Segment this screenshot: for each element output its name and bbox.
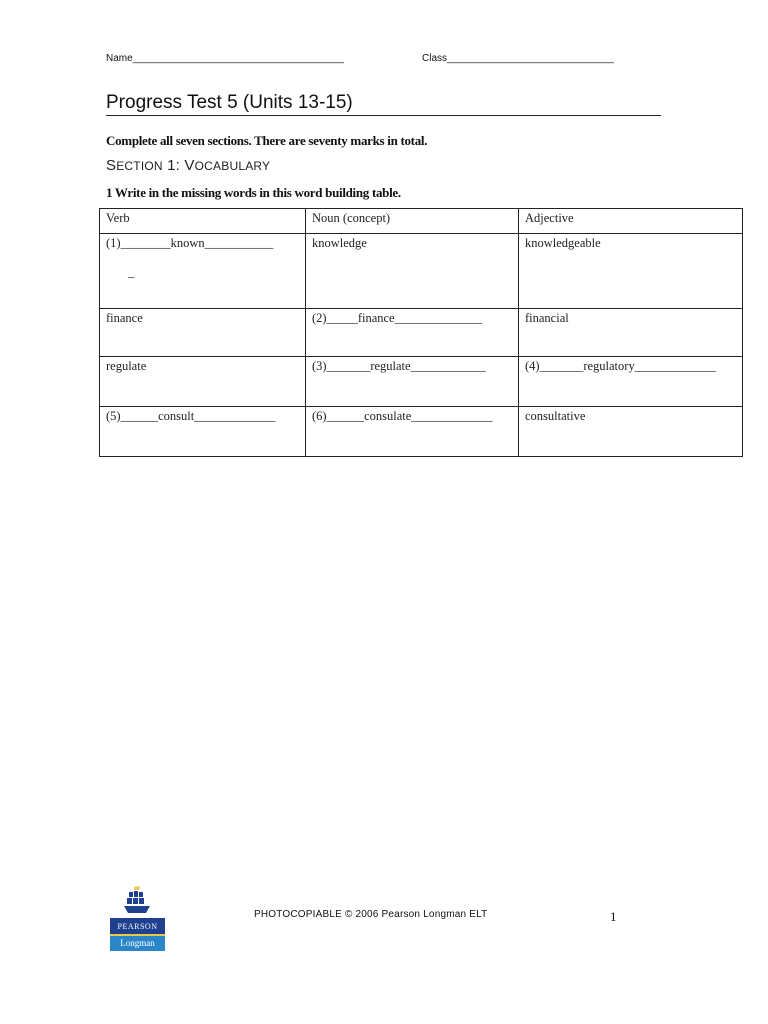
section-heading-ection: ECTION bbox=[116, 159, 163, 173]
section-heading-v: V bbox=[184, 157, 195, 174]
logo-pearson-text: PEARSON bbox=[110, 918, 165, 935]
name-field-line[interactable]: Name______________________________________ bbox=[106, 53, 345, 64]
table-cell: finance bbox=[100, 309, 306, 357]
table-cell: regulate bbox=[100, 357, 306, 407]
copyright-text: PHOTOCOPIABLE © 2006 Pearson Longman ELT bbox=[254, 909, 488, 920]
table-cell: knowledgeable bbox=[519, 234, 743, 309]
instructions-text: Complete all seven sections. There are seventy marks in total. bbox=[106, 133, 428, 148]
table-cell[interactable]: (5)______consult_____________ bbox=[100, 407, 306, 457]
table-row bbox=[100, 357, 743, 407]
page-title: Progress Test 5 (Units 13-15) bbox=[106, 92, 661, 116]
table-cell[interactable]: (2)_____finance______________ bbox=[306, 309, 519, 357]
cell-text: (1)________known___________ bbox=[106, 236, 274, 250]
header-noun: Noun (concept) bbox=[306, 209, 519, 234]
table-cell: consultative bbox=[519, 407, 743, 457]
section-heading-s: S bbox=[106, 157, 117, 174]
table-row bbox=[100, 407, 743, 457]
section-heading bbox=[106, 157, 270, 174]
section-heading-number: 1: bbox=[162, 157, 185, 174]
pearson-longman-logo bbox=[110, 885, 165, 951]
cell-extra-dash: _ bbox=[128, 265, 135, 279]
ship-icon bbox=[110, 885, 165, 918]
section-heading-ocabulary: OCABULARY bbox=[194, 159, 271, 173]
table-row bbox=[100, 234, 743, 309]
logo-longman-text: Longman bbox=[110, 936, 165, 951]
table-cell[interactable]: (4)_______regulatory_____________ bbox=[519, 357, 743, 407]
table-cell[interactable]: (3)_______regulate____________ bbox=[306, 357, 519, 407]
table-header-row bbox=[100, 209, 743, 234]
table-cell[interactable]: (6)______consulate_____________ bbox=[306, 407, 519, 457]
table-row bbox=[100, 309, 743, 357]
header-verb: Verb bbox=[100, 209, 306, 234]
table-cell: financial bbox=[519, 309, 743, 357]
table-cell[interactable] bbox=[100, 234, 306, 309]
question-text: 1 Write in the missing words in this word building table. bbox=[106, 185, 401, 200]
class-field-line[interactable]: Class______________________________ bbox=[422, 53, 614, 64]
header-adjective: Adjective bbox=[519, 209, 743, 234]
page-number: 1 bbox=[610, 909, 617, 924]
table-cell: knowledge bbox=[306, 234, 519, 309]
word-building-table bbox=[99, 208, 743, 457]
